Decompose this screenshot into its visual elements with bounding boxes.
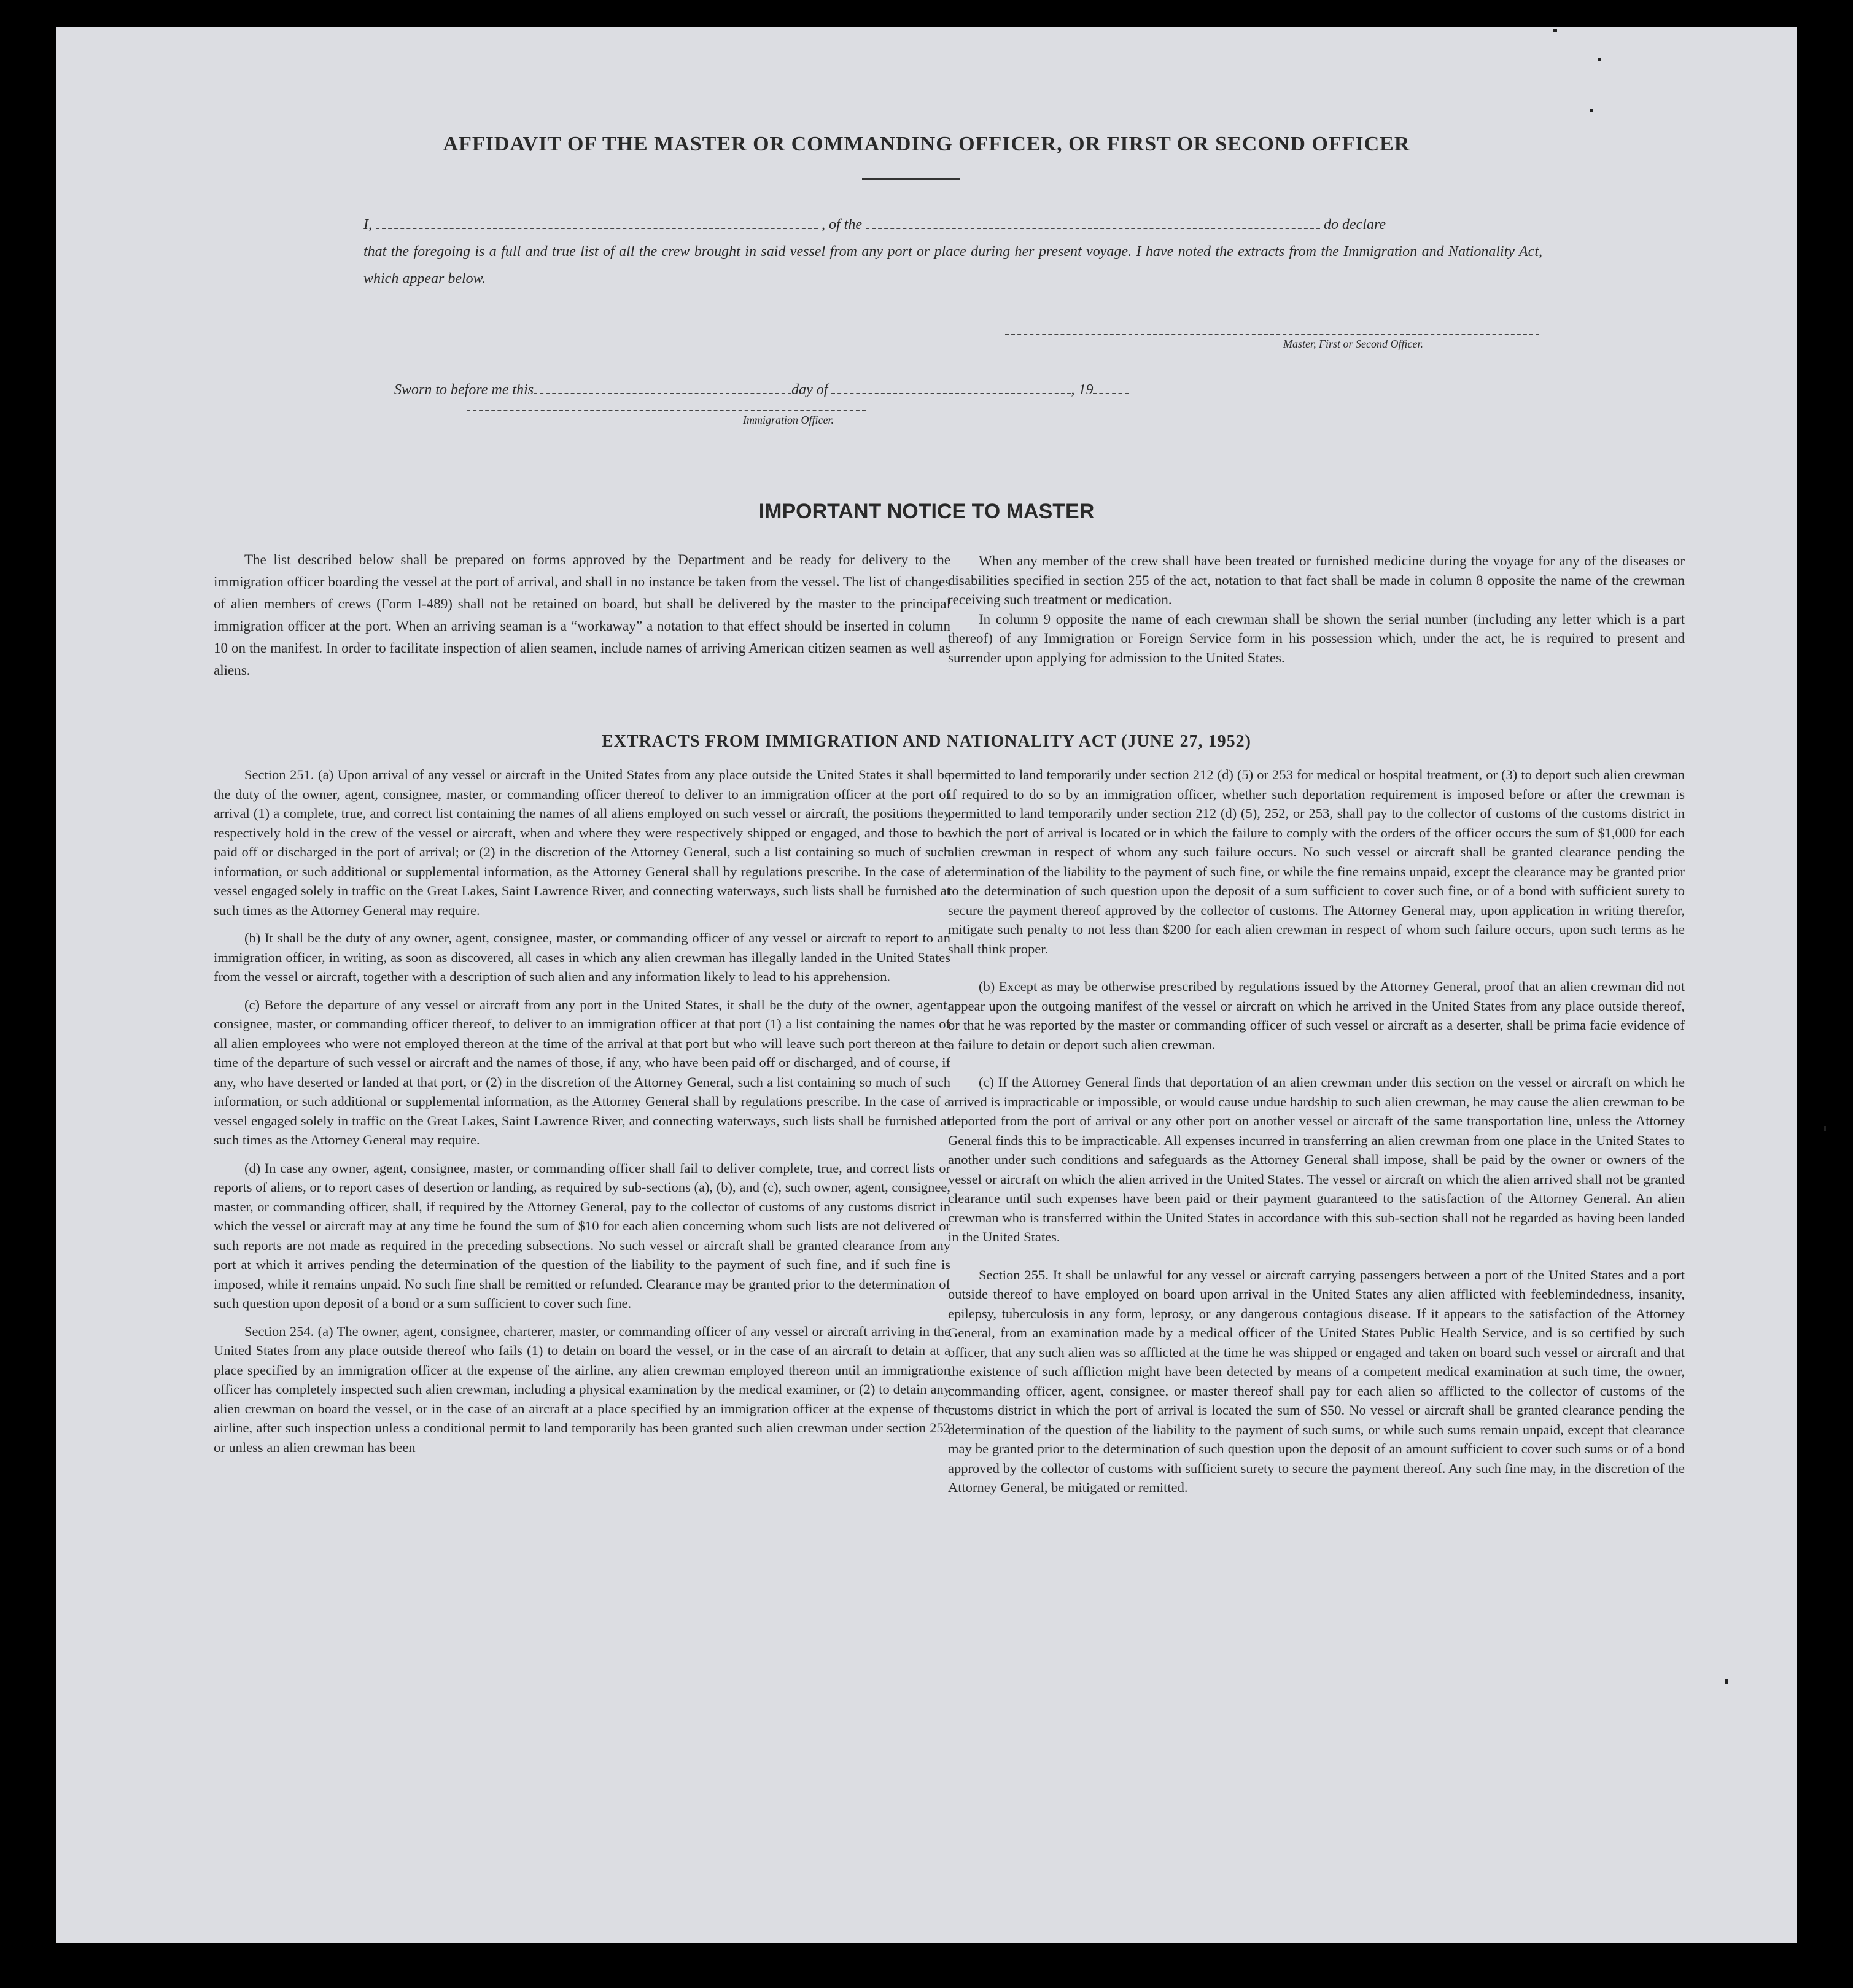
extract-section-254a-cont: permitted to land temporarily under section 212 (d) (5) or 253 for medical or hospital treatment, or (3) to deport such alien crewman if required to do so by an immigration officer, whether such deportation requirement is imposed before or after the crewman is permitted to land temporarily under section 212 (d) (5), 252, or 253, shall pay to the collector of customs of the customs district in which the port of arrival is located or in which the failure to comply with the orders of the officer occurs the sum of $1,000 for each alien crewman in respect of whom any such failure occurs. No such vessel or aircraft shall be granted clearance pending the determination of the liability to the payment of such fine, or while the fine remains unpaid, except the clearance may be granted prior to the determination of such question upon the deposit of a sum sufficient to cover such fine, or of a bond with sufficient surety to secure the payment thereof approved by the collector of customs. The Attorney General may, upon application in writing therefor, mitigate such penalty to not less than $200 for each alien crewman in respect of whom such failure occurs, upon such terms as he shall think proper. [948,767,1685,957]
affidavit-title: AFFIDAVIT OF THE MASTER OR COMMANDING OFFICER, OR FIRST OR SECOND OFFICER [443,133,1410,155]
scan-speck [1824,1126,1826,1131]
notice-right-paragraph: In column 9 opposite the name of each crewman shall be shown the serial number (including any letter which is a part thereof) of any Immigration or Foreign Service form in his possession which, under the act, he is required to present and surrender upon applying for admission to the United States. [948,611,1685,666]
scan-speck [1590,109,1593,112]
scan-speck [1598,58,1601,61]
extract-section-254c: (c) If the Attorney General finds that deportation of an alien crewman under this section on the vessel or aircraft on which he arrived is impracticable or impossible, or would cause undue hardship to such alien crewman, he may cause the alien crewman to be deported from the port of arrival or any other port on another vessel or aircraft of the same transportation line, unless the Attorney General finds this to be impracticable. All expenses incurred in transferring an alien crewman from one place in the United States to another under such conditions and safeguards as the Attorney General shall impose, shall be paid by the owner or owners of the vessel or aircraft on which the alien arrived in the United States. The vessel or aircraft on which the alien arrived shall not be granted clearance until such expenses have been paid or their payment guaranteed to the satisfaction of the Attorney General. An alien crewman who is transferred within the United States in accordance with this sub-section shall not be regarded as having been landed in the United States. [948,1074,1685,1244]
extract-section-251b: (b) It shall be the duty of any owner, agent, consignee, master, or commanding officer of any vessel or aircraft to report to an immigration officer, in writing, as soon as discovered, all cases in which any alien crewman has illegally landed in the United States from the vessel or aircraft, together with a description of such alien and any information likely to lead to his apprehension. [214,930,950,984]
extract-section-251d: (d) In case any owner, agent, consignee, master, or commanding officer shall fail to deliver complete, true, and correct lists or reports of aliens, or to report cases of desertion or landing, as required by sub-sections (a), (b), and (c), such owner, agent, consignee, master, or commanding officer, shall, if required by the Attorney General, pay to the collector of customs of any customs district in which the vessel or aircraft may at any time be found the sum of $10 for each alien concerning whom such lists are not delivered or such reports are not made as required in the preceding subsections. No such vessel or aircraft shall be granted clearance from any port at which it arrives pending the determination of the question of the liability to the payment of such fine, and if such fine is imposed, while it remains unpaid. No such fine shall be remitted or refunded. Clearance may be granted prior to the determination of such question upon deposit of a bond or a sum sufficient to cover such fine. [214,1160,950,1311]
extract-section-254a: Section 254. (a) The owner, agent, consignee, charterer, master, or commanding officer of any vessel or aircraft arriving in the United States from any place outside thereof who fails (1) to detain on board the vessel, or in the case of an aircraft to detain at a place specified by an immigration officer at the expense of the airline, any alien crewman employed thereon until an immigration officer has completely inspected such alien crewman, including a physical examination by the medical examiner, or (2) to detain any alien crewman on board the vessel, or in the case of an aircraft at a place specified by an immigration officer at the expense of the airline, after such inspection unless a conditional permit to land temporarily has been granted such alien crewman under section 252 or unless an alien crewman has been [214,1323,950,1455]
notice-right-paragraph: When any member of the crew shall have been treated or furnished medicine during the voyage for any of the diseases or disabilities specified in section 255 of the act, notation to that fact shall be made in column 8 opposite the name of the crewman receiving such treatment or medication. [948,553,1685,607]
declaration-block [363,211,1542,292]
of-the-label: , of the [822,217,862,233]
sworn-year-blank[interactable] [1093,383,1129,394]
day-of-label: day of [791,382,828,398]
extracts-right-column [948,765,1685,1506]
document-sheet [56,27,1797,1943]
extract-section-251a: Section 251. (a) Upon arrival of any vessel or aircraft in the United States from any place outside the United States it shall be the duty of the owner, agent, consignee, master, or commanding officer thereof to deliver to an immigration officer at the port of arrival (1) a complete, true, and correct list containing the names of all aliens employed on such vessel or aircraft, the positions they respectively hold in the crew of the vessel or aircraft, when and where they were respectively shipped or engaged, and those to be paid off or discharged in the port of arrival; or (2) in the discretion of the Attorney General, such a list containing so much of such information, or such additional or supplemental information, as the Attorney General shall by regulations prescribe. In the case of a vessel engaged solely in traffic on the Great Lakes, Saint Lawrence River, and connecting waterways, such lists shall be furnished at such times as the Attorney General may require. [214,767,950,918]
master-signature-line[interactable] [1005,334,1539,335]
sworn-month-blank[interactable] [831,383,1071,394]
extracts-left-column [214,765,950,1466]
title-underline [862,178,960,180]
scan-speck [1553,29,1557,32]
extracts-title: EXTRACTS FROM IMMIGRATION AND NATIONALITY ACT (JUNE 27, 1952) [602,732,1251,751]
sworn-label: Sworn to before me this [394,382,534,398]
i-label: I, [363,217,372,233]
vessel-name-blank[interactable] [866,218,1320,229]
notice-right-column [948,551,1685,667]
master-signature-caption: Master, First or Second Officer. [1283,338,1423,350]
officer-signature-line[interactable] [467,410,866,411]
do-declare-label: do declare [1324,217,1386,233]
master-name-blank[interactable] [376,218,818,229]
notice-left-paragraph: The list described below shall be prepared on forms approved by the Department and be ready for delivery to the immigration officer boarding the vessel at the port of arrival, and shall in no instance be taken from the vessel. The list of changes of alien members of crews (Form I-489) shall not be retained on board, but shall be delivered by the master to the principal immigration officer at the port. When an arriving seaman is a “workaway” a notation to that effect should be inserted in column 10 on the manifest. In order to facilitate inspection of alien seamen, include names of arriving American citizen seamen as well as aliens. [214,552,950,678]
notice-title: IMPORTANT NOTICE TO MASTER [758,500,1095,523]
extract-section-254b: (b) Except as may be otherwise prescribed by regulations issued by the Attorney General, proof that an alien crewman did not appear upon the outgoing manifest of the vessel or aircraft on which he arrived in the United States from any place outside thereof, or that he was reported by the master or commanding officer of such vessel or aircraft as a deserter, shall be prima facie evidence of a failure to detain or deport such alien crewman. [948,979,1685,1052]
declaration-text: that the foregoing is a full and true list of all the crew brought in said vessel from any port or place during her present voyage. I have noted the extracts from the Immigration and Nationality Act, which appear below. [363,244,1542,287]
extract-section-255: Section 255. It shall be unlawful for any vessel or aircraft carrying passengers between a port of the United States and a port outside thereof to have employed on board upon arrival in the United States any alien afflicted with feeblemindedness, insanity, epilepsy, tuberculosis in any form, leprosy, or any dangerous contagious disease. If it appears to the satisfaction of the Attorney General, from an examination made by a medical officer of the United States Public Health Service, and is so certified by such officer, that any such alien was so afflicted at the time he was shipped or engaged and taken on board such vessel or aircraft and that the existence of such affliction might have been detected by means of a competent medical examination at such time, the owner, commanding officer, agent, consignee, or master thereof shall pay for each alien so afflicted to the collector of customs of the customs district in which the port of arrival is located the sum of $50. No vessel or aircraft shall be granted clearance pending the determination of the question of the liability to the payment of such sums, or while such sums remain unpaid, except that clearance may be granted prior to the determination of such question upon the deposit of an amount sufficient to cover such sums or of a bond approved by the collector of customs with sufficient surety to secure the payment thereof. Any such fine may, in the discretion of the Attorney General, be mitigated or remitted. [948,1267,1685,1495]
officer-signature-caption: Immigration Officer. [743,414,834,426]
sworn-day-blank[interactable] [534,383,791,394]
extract-section-251c: (c) Before the departure of any vessel or aircraft from any port in the United States, it shall be the duty of the owner, agent, consignee, master, or commanding officer thereof, to deliver to an immigration officer at that port (1) a list containing the names of all alien employees who were not employed thereon at the time of the arrival at that port but who will leave such port thereon at the time of the departure of such vessel or aircraft and the names of those, if any, who have been paid off or discharged, and of course, if any, who have deserted or landed at that port, or (2) in the discretion of the Attorney General, such a list containing so much of such information, or such additional or supplemental information, as the Attorney General shall by regulations prescribe. In the case of a vessel engaged solely in traffic on the Great Lakes, Saint Lawrence River, and connecting waterways, such lists shall be furnished at such times as the Attorney General may require. [214,996,950,1147]
year-label: , 19 [1071,382,1094,398]
sworn-line [394,382,1129,398]
notice-left-column [214,549,950,681]
scan-speck [1725,1679,1728,1684]
